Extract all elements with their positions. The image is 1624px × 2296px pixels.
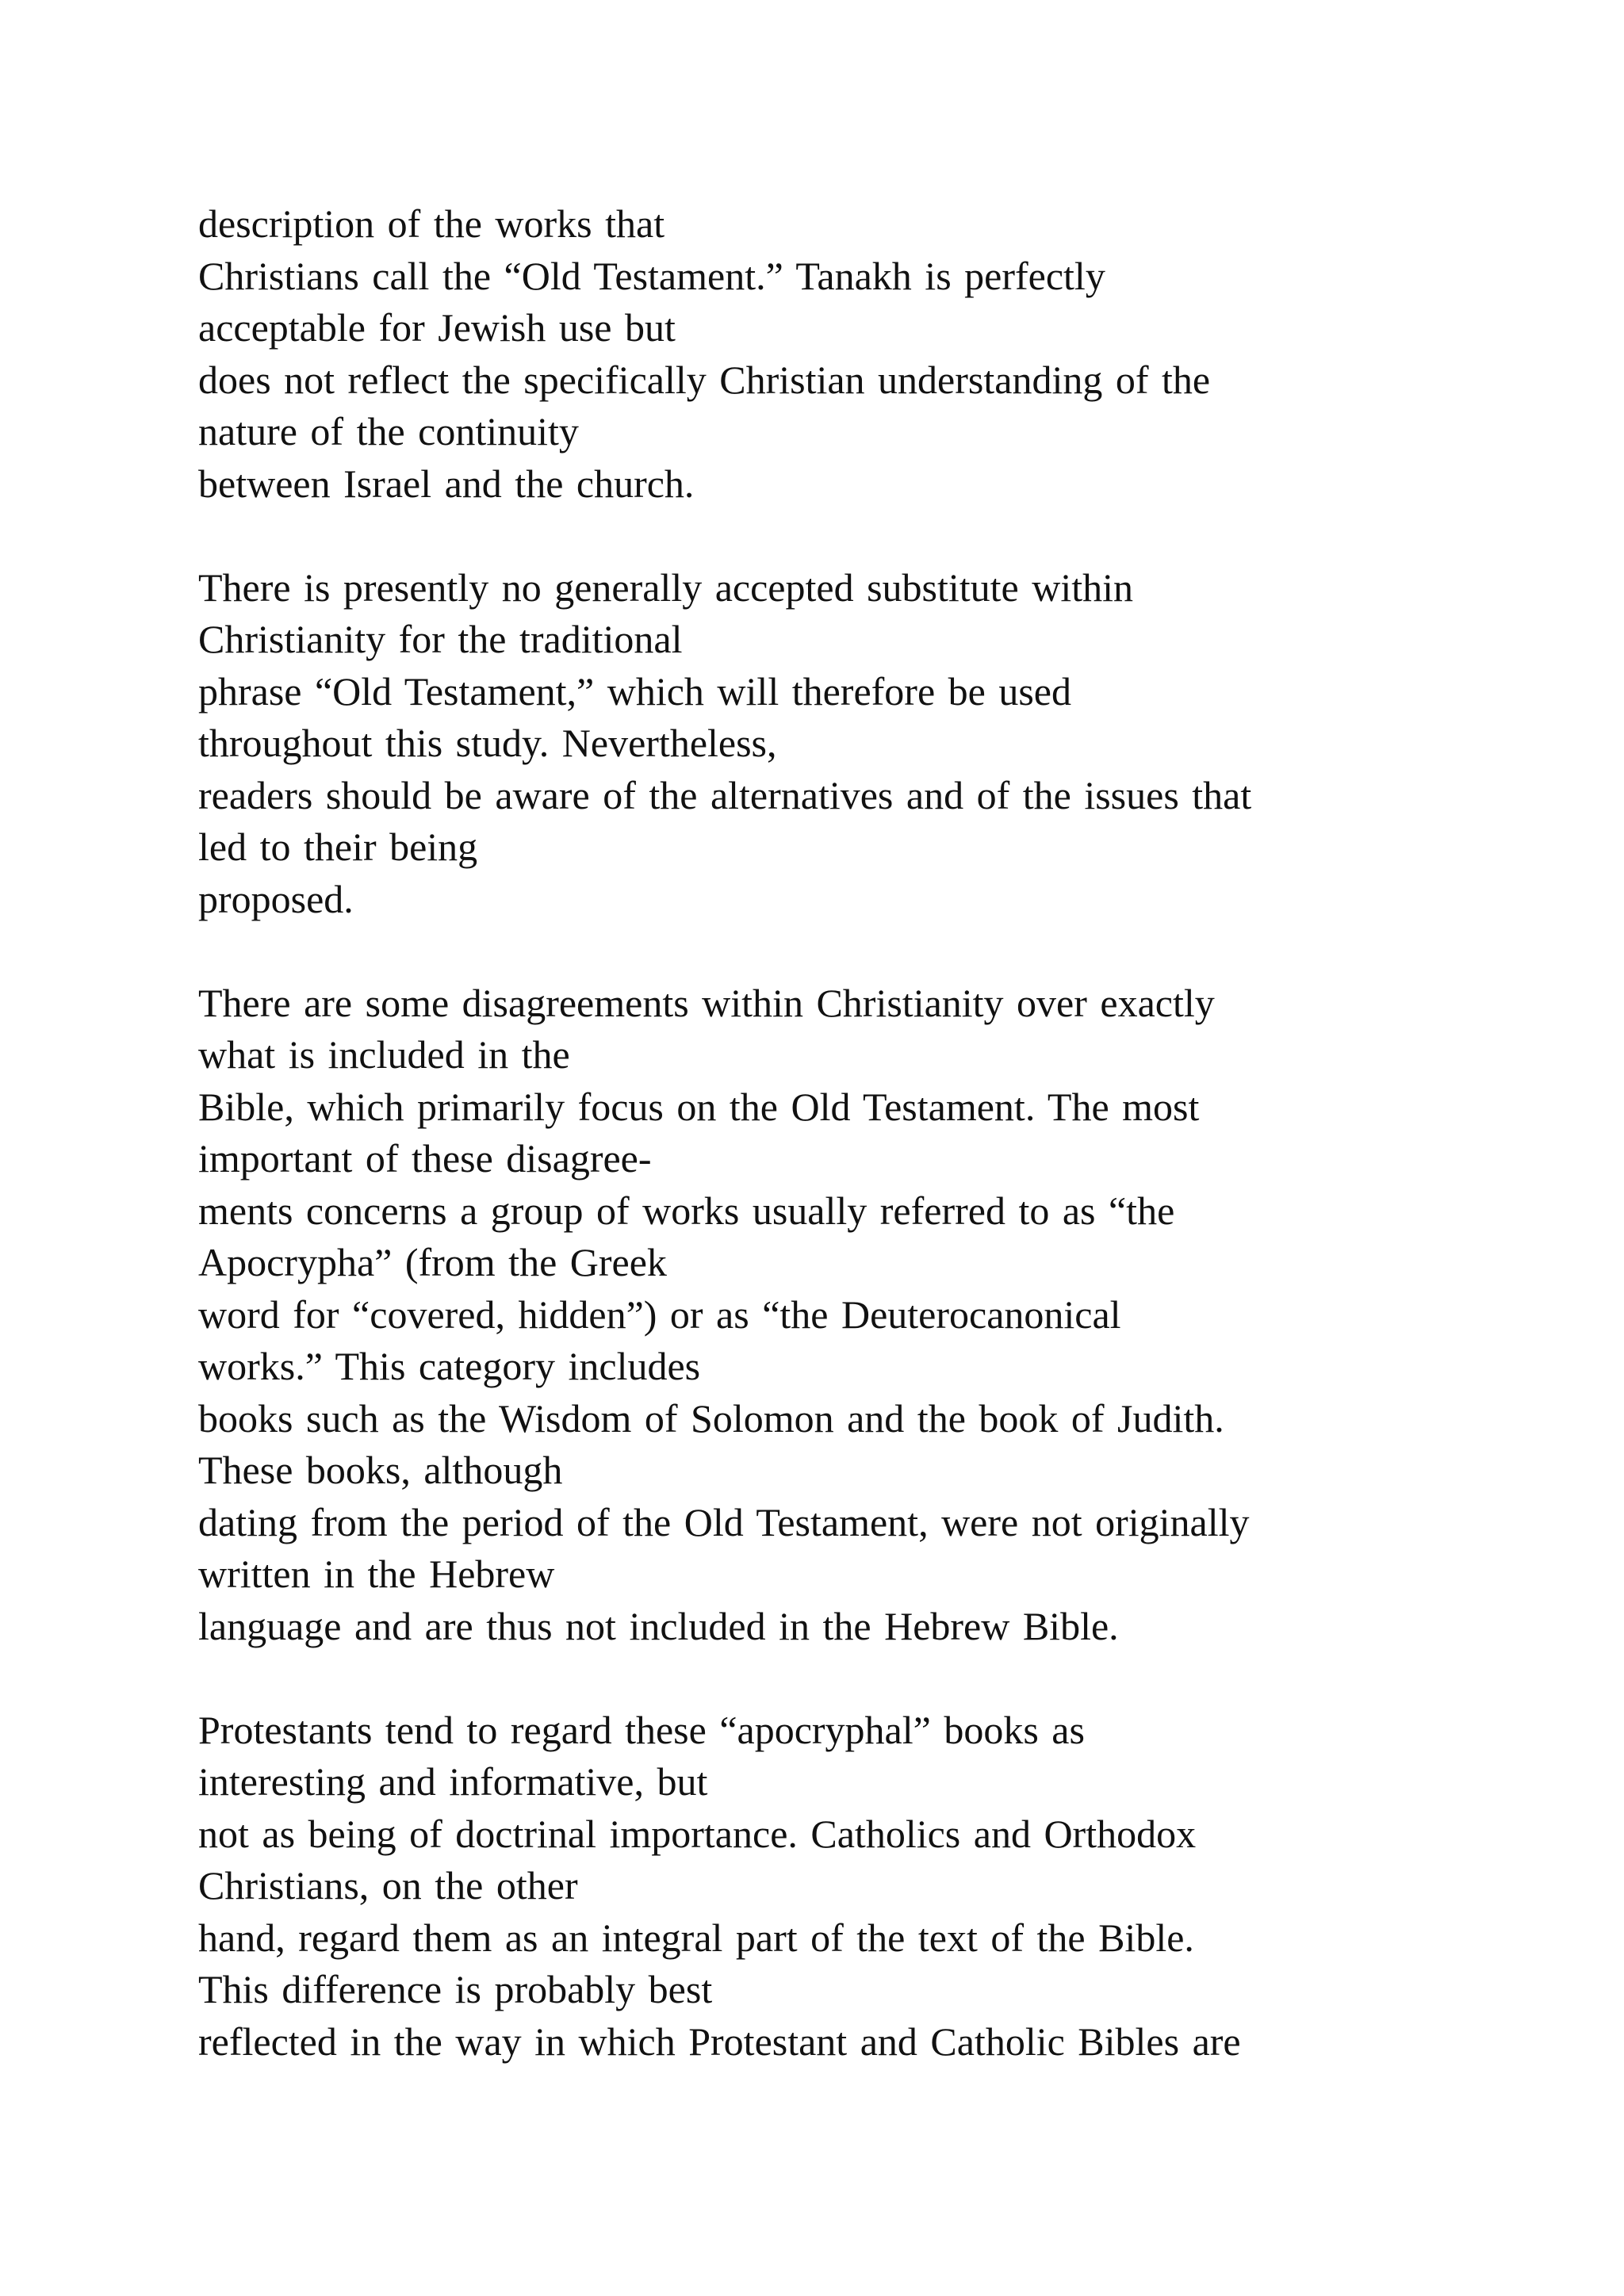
text-line: not as being of doctrinal importance. Catholics and Orthodox <box>198 1811 1197 1856</box>
text-line: led to their being <box>198 825 478 869</box>
text-line: There is presently no generally accepted substitute within <box>198 564 1134 610</box>
text-line: hand, regard them as an integral part of the text of the Bible. <box>198 1915 1194 1960</box>
text-line: proposed. <box>198 876 354 921</box>
text-line: There are some disagreements within Christianity over exactly <box>198 980 1215 1025</box>
text-line: Bible, which primarily focus on the Old Testament. The most <box>198 1084 1200 1129</box>
paragraph <box>198 978 1507 1653</box>
text-line: dating from the period of the Old Testament, were not originally <box>198 1499 1250 1544</box>
text-line: important of these disagree- <box>198 1136 652 1181</box>
text-line: works.” This category includes <box>198 1344 701 1388</box>
text-line: Christianity for the traditional <box>198 617 683 661</box>
text-line: Protestants tend to regard these “apocryphal” books as <box>198 1707 1085 1752</box>
text-line: These books, although <box>198 1448 563 1492</box>
text-line: language and are thus not included in the Hebrew Bible. <box>198 1603 1119 1648</box>
text-line: Apocrypha” (from the Greek <box>198 1240 667 1284</box>
text-line: description of the works that <box>198 201 665 246</box>
paragraph-gap <box>198 510 1507 562</box>
text-line: This difference is probably best <box>198 1967 713 2011</box>
text-line: what is included in the <box>198 1032 570 1077</box>
paragraph <box>198 562 1507 926</box>
text-line: ments concerns a group of works usually referred to as “the <box>198 1188 1175 1233</box>
paragraph <box>198 1705 1507 2068</box>
text-line: written in the Hebrew <box>198 1552 555 1596</box>
text-line: phrase “Old Testament,” which will therefore be used <box>198 668 1071 714</box>
text-line: reflected in the way in which Protestant and Catholic Bibles are <box>198 2019 1241 2064</box>
text-line: readers should be aware of the alternatives and of the issues that <box>198 772 1252 817</box>
document-body <box>198 198 1507 2068</box>
paragraph <box>198 198 1507 510</box>
text-line: nature of the continuity <box>198 409 579 453</box>
paragraph-gap <box>198 925 1507 978</box>
paragraph-gap <box>198 1652 1507 1705</box>
text-line: books such as the Wisdom of Solomon and the book of Judith. <box>198 1395 1224 1441</box>
text-line: Christians call the “Old Testament.” Tanakh is perfectly <box>198 253 1105 298</box>
text-line: acceptable for Jewish use but <box>198 305 676 350</box>
text-line: Christians, on the other <box>198 1863 578 1908</box>
text-line: interesting and informative, but <box>198 1759 708 1804</box>
text-line: between Israel and the church. <box>198 461 695 506</box>
text-line: throughout this study. Nevertheless, <box>198 721 777 765</box>
text-line: does not reflect the specifically Christian understanding of the <box>198 357 1211 402</box>
text-line: word for “covered, hidden”) or as “the Deuterocanonical <box>198 1292 1121 1337</box>
